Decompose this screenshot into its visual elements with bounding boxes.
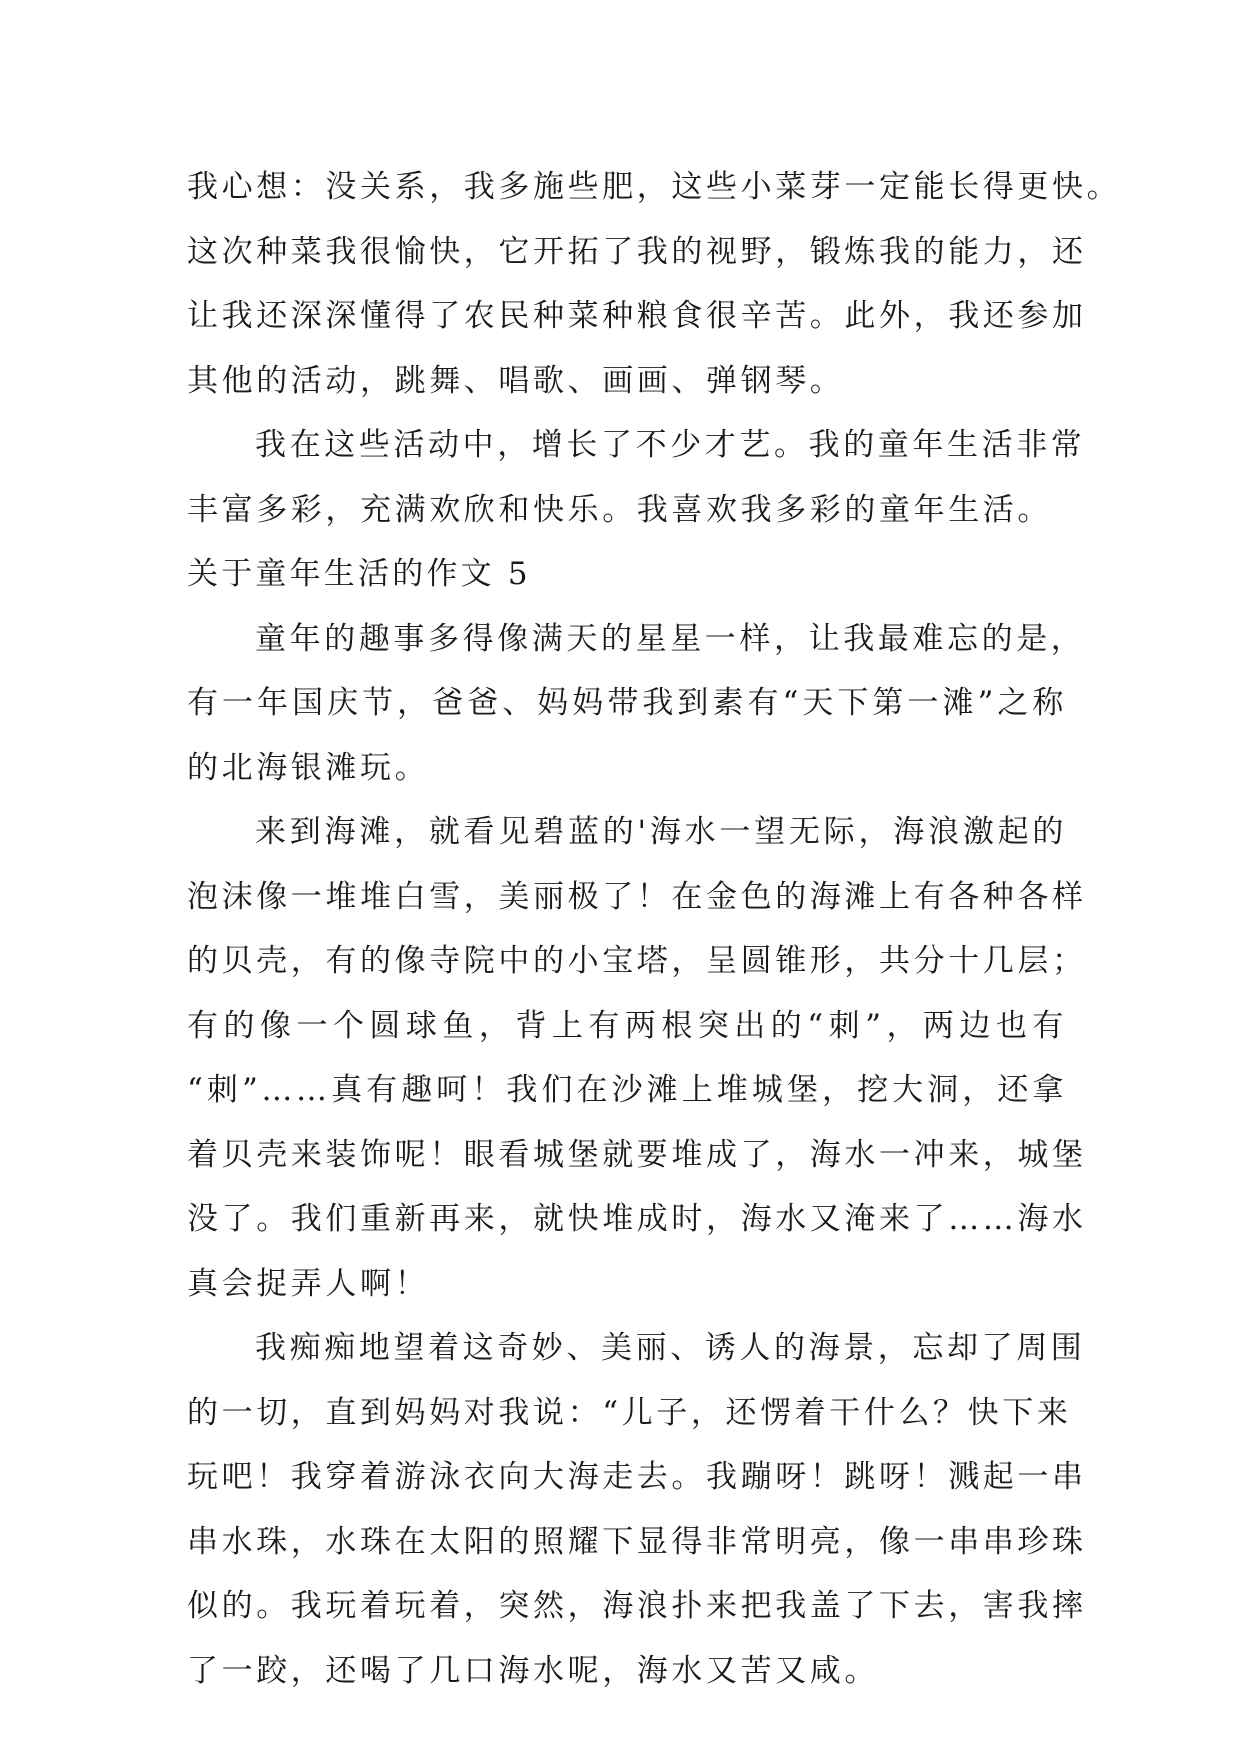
text-line: 来到海滩，就看见碧蓝的'海水一望无际，海浪激起的 bbox=[255, 814, 1067, 850]
text-line: 串水珠，水珠在太阳的照耀下显得非常明亮，像一串串珍珠 bbox=[187, 1523, 1087, 1560]
section-heading: 关于童年生活的作文 5 bbox=[187, 556, 531, 592]
text-line: 有一年国庆节，爸爸、妈妈带我到素有“天下第一滩”之称 bbox=[187, 685, 1067, 721]
text-line: 似的。我玩着玩着，突然，海浪扑来把我盖了下去，害我摔 bbox=[187, 1588, 1087, 1624]
text-line: 让我还深深懂得了农民种菜种粮食很辛苦。此外，我还参加 bbox=[187, 298, 1087, 334]
document-body bbox=[187, 155, 1122, 1703]
text-line: 玩吧！我穿着游泳衣向大海走去。我蹦呀！跳呀！溅起一串 bbox=[187, 1459, 1087, 1495]
text-line: 真会捉弄人啊！ bbox=[187, 1265, 430, 1302]
text-line: 我心想：没关系，我多施些肥，这些小菜芽一定能长得更快。 bbox=[187, 169, 1122, 205]
text-line: 的北海银滩玩。 bbox=[187, 749, 430, 786]
paragraph-vegetable-planting bbox=[187, 155, 1122, 413]
paragraph-intro bbox=[187, 607, 1086, 801]
paragraph-beach bbox=[187, 800, 1087, 1316]
text-line: 有的像一个圆球鱼，背上有两根突出的“刺”，两边也有 bbox=[187, 1007, 1067, 1044]
text-line: 其他的活动，跳舞、唱歌、画画、弹钢琴。 bbox=[187, 362, 845, 399]
text-line: “刺”……真有趣呵！我们在沙滩上堆城堡，挖大洞，还拿 bbox=[187, 1072, 1067, 1108]
text-line: 着贝壳来装饰呢！眼看城堡就要堆成了，海水一冲来，城堡 bbox=[187, 1136, 1087, 1173]
text-line: 童年的趣事多得像满天的星星一样，让我最难忘的是， bbox=[255, 620, 1086, 657]
text-line: 泡沫像一堆堆白雪，美丽极了！在金色的海滩上有各种各样 bbox=[187, 878, 1087, 915]
paragraph-swimming bbox=[187, 1316, 1087, 1703]
text-line: 丰富多彩，充满欢欣和快乐。我喜欢我多彩的童年生活。 bbox=[187, 491, 1052, 528]
text-line: 了一跤，还喝了几口海水呢，海水又苦又咸。 bbox=[187, 1652, 879, 1689]
text-line: 我痴痴地望着这奇妙、美丽、诱人的海景，忘却了周围 bbox=[255, 1330, 1086, 1366]
text-line: 这次种菜我很愉快，它开拓了我的视野，锻炼我的能力，还 bbox=[187, 233, 1087, 270]
text-line: 的贝壳，有的像寺院中的小宝塔，呈圆锥形，共分十几层； bbox=[187, 943, 1087, 979]
text-line: 没了。我们重新再来，就快堆成时，海水又淹来了……海水 bbox=[187, 1201, 1087, 1237]
paragraph-activities bbox=[187, 413, 1086, 542]
text-line: 我在这些活动中，增长了不少才艺。我的童年生活非常 bbox=[255, 427, 1086, 463]
text-line: 的一切，直到妈妈对我说：“儿子，还愣着干什么？快下来 bbox=[187, 1394, 1072, 1431]
